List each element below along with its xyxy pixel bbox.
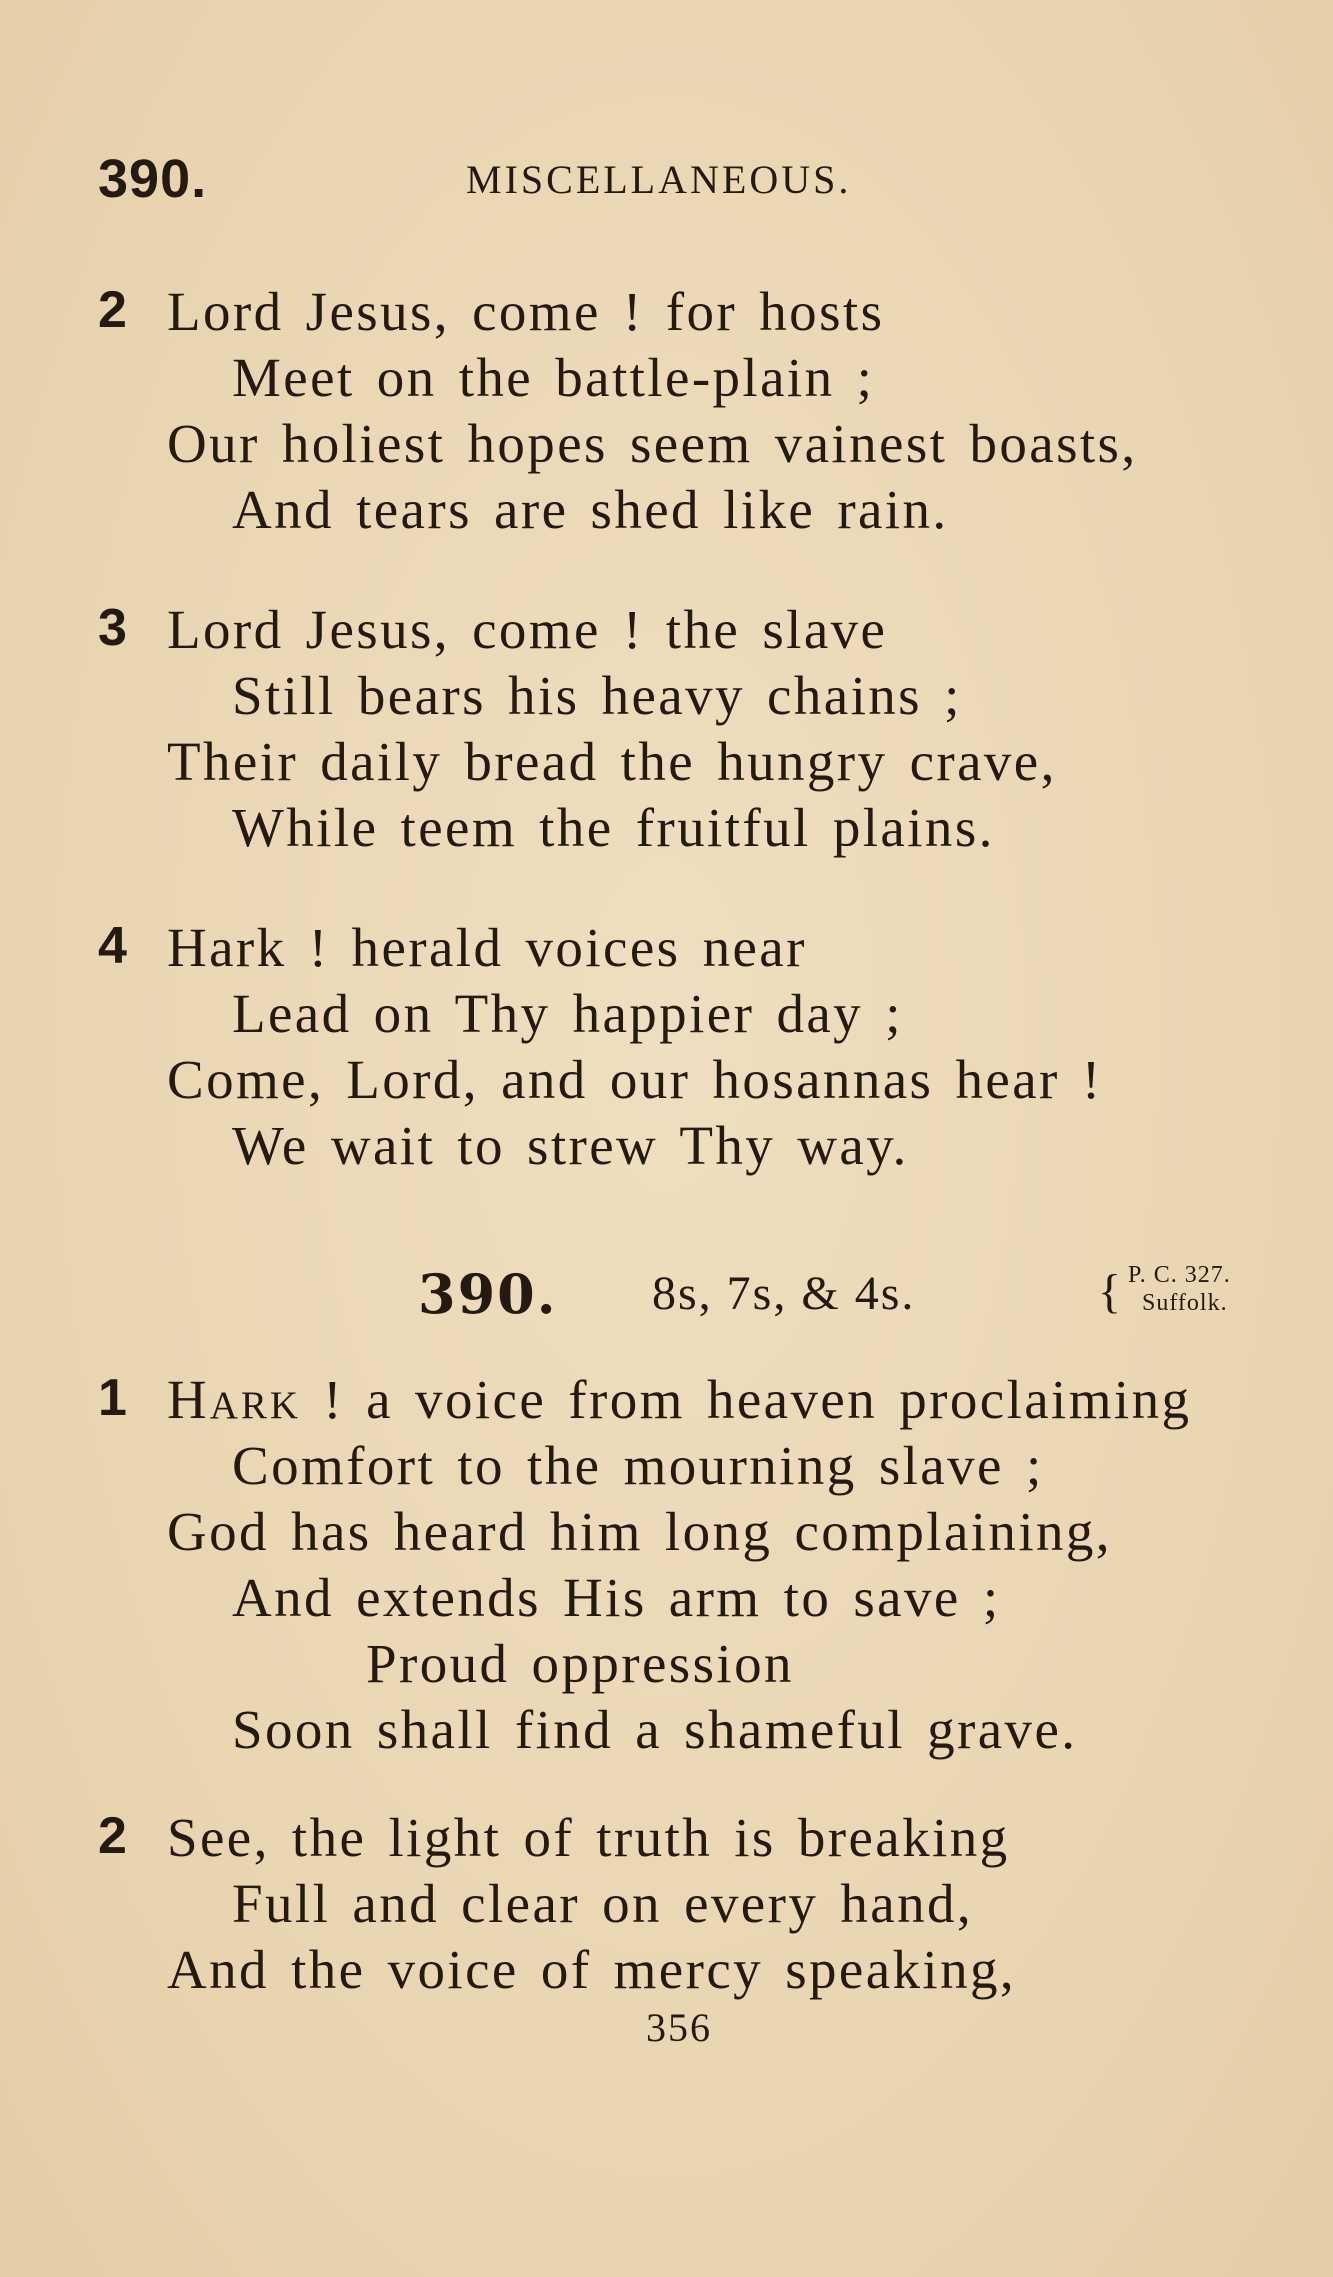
stanza-number: 3 xyxy=(98,599,127,657)
tune-ref-line-1: P. C. 327. xyxy=(1128,1262,1231,1288)
verse-line: We wait to strew Thy way. xyxy=(232,1115,909,1176)
verse-line: And extends His arm to save ; xyxy=(232,1567,1001,1628)
verse-line: Meet on the battle-plain ; xyxy=(232,347,875,408)
verse-line: Our holiest hopes seem vainest boasts, xyxy=(167,413,1138,474)
verse-line: Lead on Thy happier day ; xyxy=(232,983,903,1044)
hymn-heading xyxy=(0,1262,1333,1342)
verse-line: Still bears his heavy chains ; xyxy=(232,665,962,726)
verse-line: And tears are shed like rain. xyxy=(232,479,949,540)
signature-mark: 356 xyxy=(646,2005,712,2050)
stanza-number: 4 xyxy=(98,917,127,975)
verse-line: And the voice of mercy speaking, xyxy=(167,1939,1017,2000)
verse-line: Come, Lord, and our hosannas hear ! xyxy=(167,1049,1103,1110)
verse-line: Hark ! herald voices near xyxy=(167,917,807,978)
verse-line: Soon shall find a shameful grave. xyxy=(232,1699,1078,1760)
hymn-meter: 8s, 7s, & 4s. xyxy=(652,1267,916,1320)
verse-line: Comfort to the mourning slave ; xyxy=(232,1435,1044,1496)
verse-line: Their daily bread the hungry crave, xyxy=(167,731,1057,792)
verse-line: God has heard him long complaining, xyxy=(167,1501,1112,1562)
tune-reference xyxy=(1098,1262,1298,1332)
verse-line: Proud oppression xyxy=(366,1633,794,1694)
verse-line: See, the light of truth is breaking xyxy=(167,1807,1010,1868)
verse-line-first xyxy=(167,1368,1191,1431)
stanza-number: 2 xyxy=(98,281,127,339)
page-number: 390. xyxy=(98,149,208,209)
verse-line: Full and clear on every hand, xyxy=(232,1873,974,1934)
hymn-number: 390. xyxy=(418,1262,558,1326)
verse-line: Lord Jesus, come ! for hosts xyxy=(167,281,885,342)
page-header xyxy=(98,148,1238,218)
verse-line: While teem the fruitful plains. xyxy=(232,797,995,858)
brace-glyph: { xyxy=(1098,1265,1122,1318)
first-line-rest: ! a voice from heaven proclaiming xyxy=(301,1369,1192,1430)
verse-line: Lord Jesus, come ! the slave xyxy=(167,599,888,660)
running-head: MISCELLANEOUS. xyxy=(466,157,852,202)
tune-ref-line-2: Suffolk. xyxy=(1142,1290,1228,1316)
first-word-small-caps: Hark xyxy=(167,1369,302,1430)
stanza-number: 1 xyxy=(98,1369,127,1427)
stanza-number: 2 xyxy=(98,1807,127,1865)
